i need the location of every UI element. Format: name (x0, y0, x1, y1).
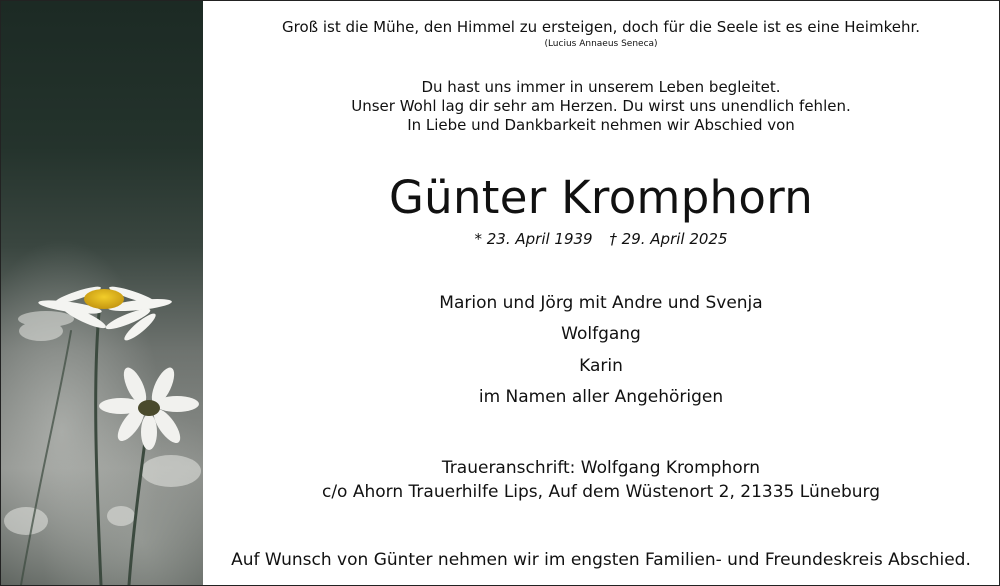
birth-date: * 23. April 1939 (474, 230, 593, 248)
mourning-address-line-1: Traueranschrift: Wolfgang Kromphorn (441, 458, 761, 478)
closing-statement: Auf Wunsch von Günter nehmen wir im engsten Familien- und Freundeskreis Abschied. (231, 550, 971, 570)
life-dates (203, 230, 999, 248)
death-date: † 29. April 2025 (609, 230, 728, 248)
mourner-line-4: im Namen aller Angehörigen (478, 387, 724, 407)
mourner-line-3: Karin (579, 356, 623, 376)
intro-line-2: Unser Wohl lag dir sehr am Herzen. Du wirst uns unendlich fehlen. (351, 97, 851, 115)
notice-text (203, 1, 999, 585)
mourner-line-1: Marion und Jörg mit Andre und Svenja (439, 293, 763, 313)
intro-line-1: Du hast uns immer in unserem Leben begleitet. (421, 78, 781, 96)
daisy-photo (1, 1, 203, 585)
mourning-address-line-2: c/o Ahorn Trauerhilfe Lips, Auf dem Wüstenort 2, 21335 Lüneburg (321, 482, 881, 502)
mourner-line-2: Wolfgang (561, 324, 641, 344)
quote-source: (Lucius Annaeus Seneca) (544, 39, 658, 49)
daisy-illustration (1, 1, 203, 585)
intro-line-3: In Liebe und Dankbarkeit nehmen wir Abschied von (407, 116, 795, 134)
deceased-name: Günter Kromphorn (388, 171, 814, 224)
quote-text: Groß ist die Mühe, den Himmel zu ersteigen, doch für die Seele ist es eine Heimkehr. (281, 18, 921, 36)
